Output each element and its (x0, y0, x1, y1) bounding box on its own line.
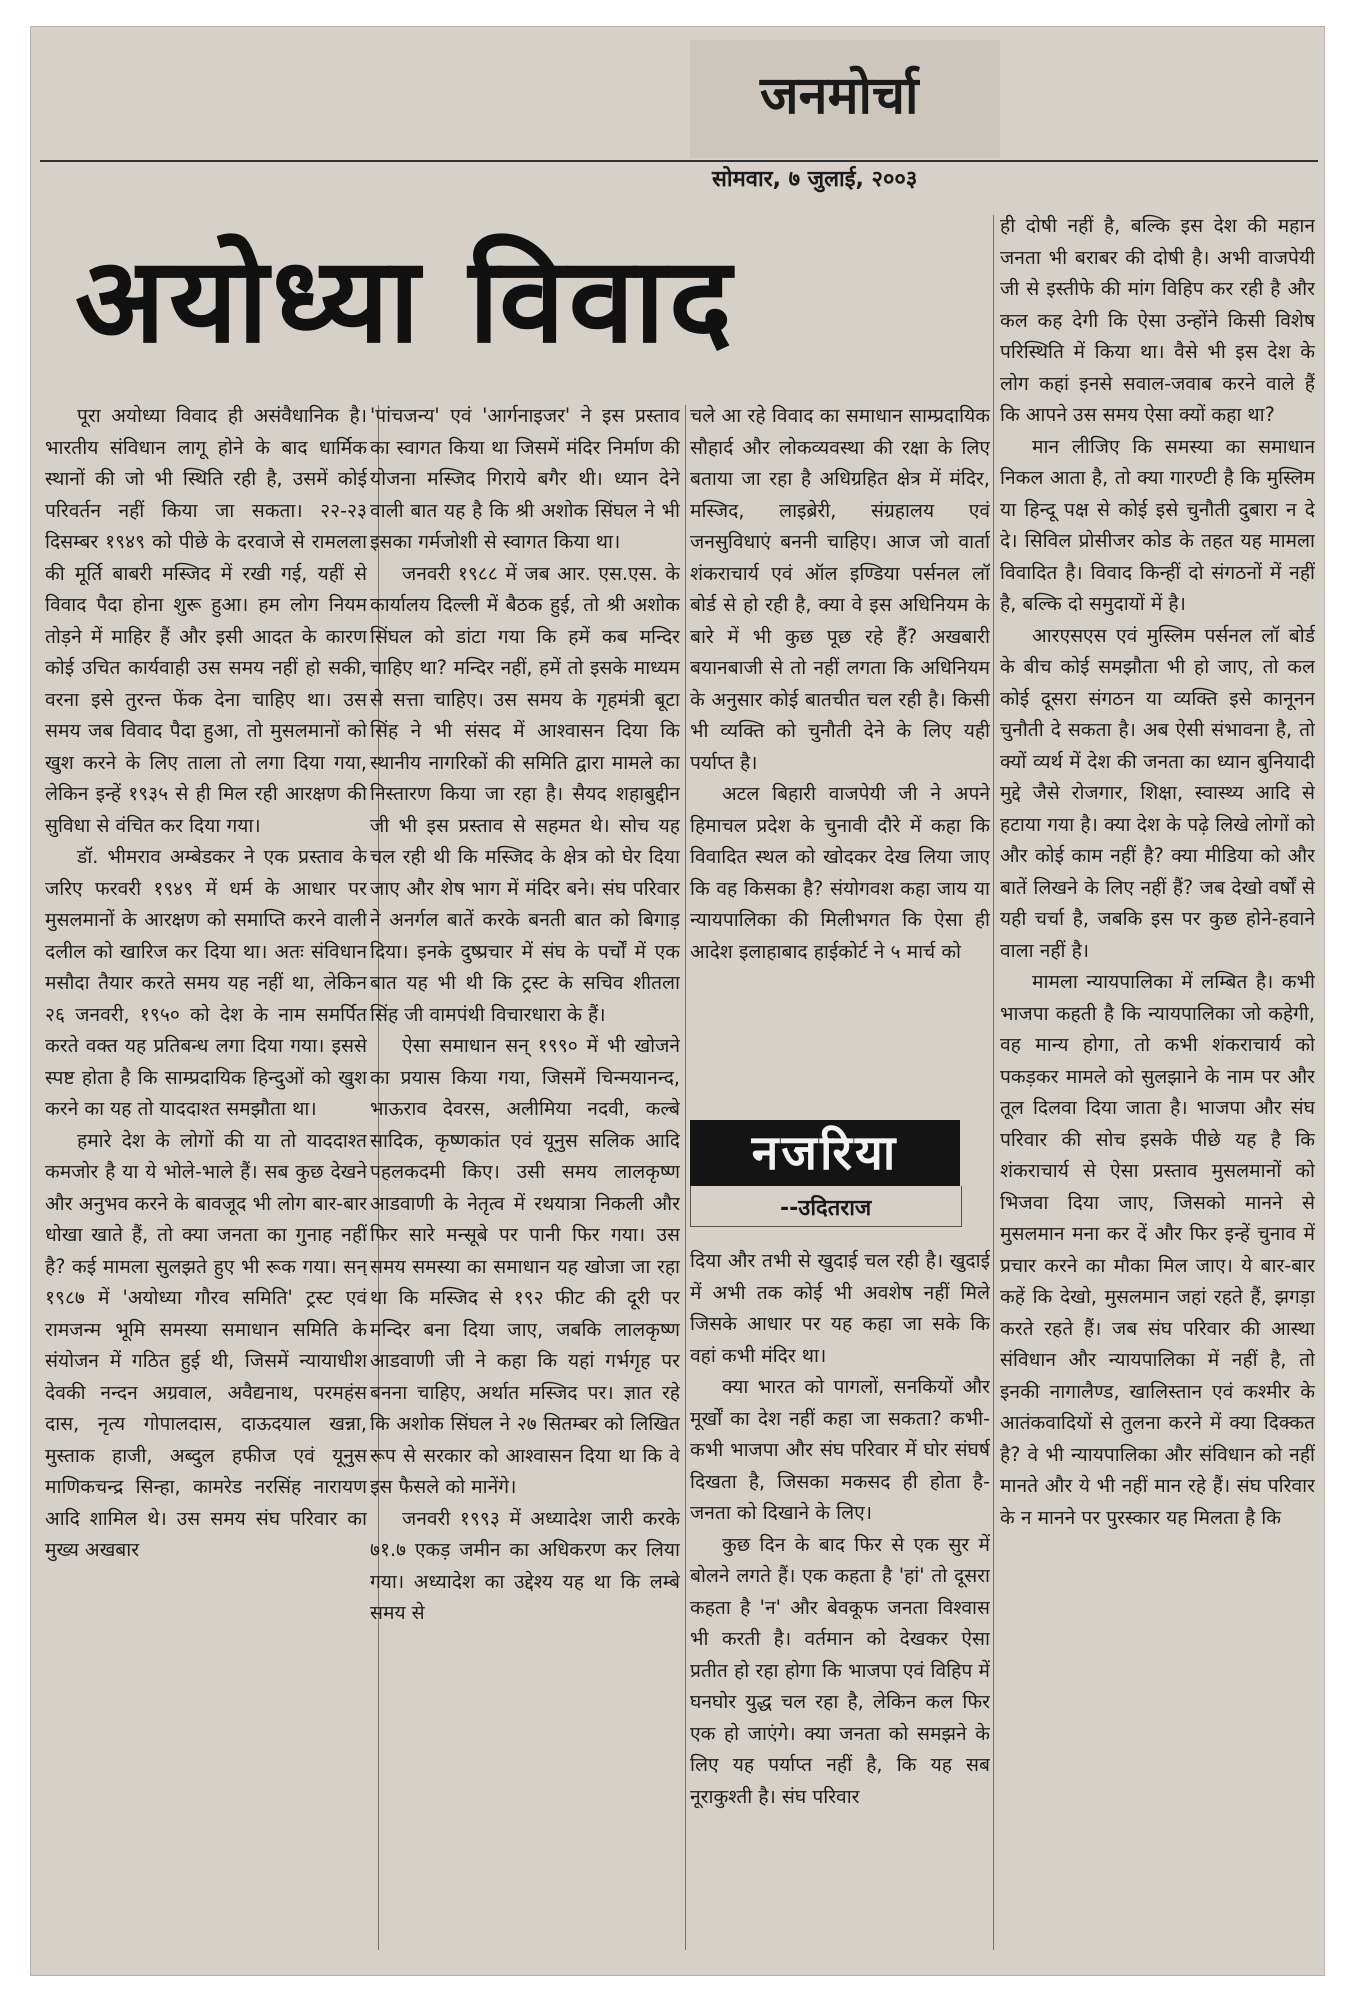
header-rule (40, 160, 1318, 162)
article-column-2 (370, 400, 680, 1945)
paragraph: हमारे देश के लोगों की या तो याददाश्त कमजोर है या ये भोले-भाले हैं। सब कुछ देखने और अनुभव करने के बावजूद भी लोग बार-बार धोखा खाते हैं, तो क्या जनता का गुनाह नहीं है? कई मामला सुलझते हुए भी रूक गया। सन् १९८७ में 'अयोध्या गौरव समिति' ट्रस्ट एवं रामजन्म भूमि समस्या समाधान समिति के संयोजन में गठित हुई थी, जिसमें न्यायाधीश देवकी नन्दन अग्रवाल, अवैद्यनाथ, परमहंस दास, नृत्य गोपालदास, दाऊदयाल खन्ना, मुस्ताक हाजी, अब्दुल हफीज एवं यूनुस माणिकचन्द्र सिन्हा, कामरेड नरसिंह नारायण आदि शामिल थे। उस समय संघ परिवार का मुख्य अखबार (45, 1128, 367, 1561)
paragraph: जनवरी १९९३ में अध्यादेश जारी करके ७१.७ एकड़ जमीन का अधिकरण कर लिया गया। अध्यादेश का उद्देश्य यह था कि लम्बे समय से (370, 1506, 680, 1624)
masthead (690, 40, 1000, 158)
paragraph: दिया और तभी से खुदाई चल रही है। खुदाई में अभी तक कोई भी अवशेष नहीं मिले जिसके आधार पर यह कहा जा सके कि वहां कभी मंदिर था। (690, 1249, 990, 1367)
paragraph: जनवरी १९८८ में जब आर. एस.एस. के कार्यालय दिल्ली में बैठक हुई, तो श्री अशोक सिंघल को डांटा गया कि हमें कब मन्दिर चाहिए था? मन्दिर नहीं, हमें तो इसके माध्यम से सत्ता चाहिए। उस समय के गृहमंत्री बूटा सिंह ने भी संसद में आश्वासन दिया कि स्थानीय नागरिकों की समिति द्वारा मामले का निस्तारण किया जा रहा है। सैयद शहाबुद्दीन जी भी इस प्रस्ताव से सहमत थे। सोच यह चल रही थी कि मस्जिद के क्षेत्र को घेर दिया जाए और शेष भाग में मंदिर बने। संघ परिवार ने अनर्गल बातें करके बनती बात को बिगाड़ दिया। इनके दुष्प्रचार में संघ के पर्चों में एक बात यह भी थी कि ट्रस्ट के सचिव शीतला सिंह जी वामपंथी विचारधारा के हैं। (370, 561, 680, 1026)
column-divider (685, 405, 686, 1950)
paragraph: 'पांचजन्य' एवं 'आर्गनाइजर' ने इस प्रस्ताव का स्वागत किया था जिसमें मंदिर निर्माण की योजना मस्जिद गिराये बगैर थी। ध्यान देने वाली बात यह है कि श्री अशोक सिंघल ने भी इसका गर्मजोशी से स्वागत किया था। (370, 404, 680, 553)
newspaper-name: जनमोर्चा (760, 66, 919, 126)
paragraph: मान लीजिए कि समस्या का समाधान निकल आता है, तो क्या गारण्टी है कि मुस्लिम या हिन्दू पक्ष से कोई इसे चुनौती दुबारा न दे दे। सिविल प्रोसीजर कोड के तहत यह मामला विवादित है। विवाद किन्हीं दो संगठनों में नहीं है, बल्कि दो समुदायों में है। (1000, 434, 1315, 615)
headline: अयोध्या विवाद (75, 230, 736, 369)
paragraph: आरएसएस एवं मुस्लिम पर्सनल लॉ बोर्ड के बीच कोई समझौता भी हो जाए, तो कल कोई दूसरा संगठन या व्यक्ति इसे कानूनन चुनौती दे सकता है। अब ऐसी संभावना है, तो क्यों व्यर्थ में देश की जनता का ध्यान बुनियादी मुद्दे जैसे रोजगार, शिक्षा, स्वास्थ्य आदि से हटाया गया है। क्या देश के पढ़े लिखे लोगों को और कोई काम नहीं है? क्या मीडिया को और बातें लिखने के लिए नहीं हैं? जब देखो वर्षों से यही चर्चा है, जबकि इस पर कुछ होने-हवाने वाला नहीं है। (1000, 623, 1315, 962)
article-column-3-bottom (690, 1245, 990, 1945)
paragraph: डॉ. भीमराव अम्बेडकर ने एक प्रस्ताव के जरिए फरवरी १९४९ में धर्म के आधार पर मुसलमानों के आरक्षण को समाप्ति करने वाली दलील को खारिज कर दिया था। अतः संविधान मसौदा तैयार करते समय यह नहीं था, लेकिन २६ जनवरी, १९५० को देश के नाम समर्पित करते वक्त यह प्रतिबन्ध लगा दिया गया। इससे स्पष्ट होता है कि साम्प्रदायिक हिन्दुओं को खुश करने का यह तो याददाश्त समझौता था। (45, 845, 367, 1120)
column-label: नजरिया (690, 1120, 960, 1186)
paragraph: अटल बिहारी वाजपेयी जी ने अपने हिमाचल प्रदेश के चुनावी दौरे में कहा कि विवादित स्थल को खोदकर देख लिया जाए कि वह किसका है? संयोगवश कहा जाय या न्यायपालिका की मिलीभगत कि ऐसा ही आदेश इलाहाबाद हाईकोर्ट ने ५ मार्च को (690, 782, 990, 963)
paragraph: ऐसा समाधान सन् १९९० में भी खोजने का प्रयास किया गया, जिसमें चिन्मयानन्द, भाऊराव देवरस, अलीमिया नदवी, कल्बे सादिक, कृष्णकांत एवं यूनुस सलिक आदि पहलकदमी किए। उसी समय लालकृष्ण आडवाणी के नेतृत्व में रथयात्रा निकली और फिर सारे मन्सूबे पर पानी फिर गया। उस समय समस्या का समाधान यह खोजा जा रहा था कि मस्जिद से १९२ फीट की दूरी पर मन्दिर बना दिया जाए, जबकि लालकृष्ण आडवाणी जी ने कहा कि यहां गर्भगृह पर बनना चाहिए, अर्थात मस्जिद पर। ज्ञात रहे कि अशोक सिंघल ने २७ सितम्बर को लिखित रूप से सरकार को आश्वासन दिया था कि वे इस फैसले को मानेंगे। (370, 1034, 680, 1498)
paragraph: क्या भारत को पागलों, सनकियों और मूर्खों का देश नहीं कहा जा सकता? कभी-कभी भाजपा और संघ परिवार में घोर संघर्ष दिखता है, जिसका मकसद ही होता है- जनता को दिखाने के लिए। (690, 1375, 990, 1524)
column-divider (993, 215, 994, 1950)
paragraph: चले आ रहे विवाद का समाधान साम्प्रदायिक सौहार्द और लोकव्यवस्था की रक्षा के लिए बताया जा रहा है अधिग्रहित क्षेत्र में मंदिर, मस्जिद, लाइब्रेरी, संग्रहालय एवं जनसुविधाएं बननी चाहिए। आज जो वार्ता शंकराचार्य एवं ऑल इण्डिया पर्सनल लॉ बोर्ड से हो रही है, क्या वे इस अधिनियम के बारे में भी कुछ पूछ रहे हैं? अखबारी बयानबाजी से तो नहीं लगता कि अधिनियम के अनुसार कोई बातचीत चल रही है। किसी भी व्यक्ति को चुनौती देने के लिए यही पर्याप्त है। (690, 404, 990, 774)
paragraph: ही दोषी नहीं है, बल्कि इस देश की महान जनता भी बराबर की दोषी है। अभी वाजपेयी जी से इस्तीफे की मांग विहिप कर रही है और कल कह देगी कि ऐसा उन्होंने किसी विशेष परिस्थिति में किया था। वैसे भी इस देश के लोग कहां इनसे सवाल-जवाब करने वाले हैं कि आपने उस समय ऐसा क्यों कहा था? (1000, 214, 1315, 426)
byline: --उदितराज (780, 1196, 872, 1221)
article-column-4 (1000, 210, 1315, 1945)
paragraph: पूरा अयोध्या विवाद ही असंवैधानिक है। भारतीय संविधान लागू होने के बाद धार्मिक स्थानों की जो भी स्थिति रही है, उसमें कोई परिवर्तन नहीं किया जा सकता। २२-२३ दिसम्बर १९४९ को पीछे के दरवाजे से रामलला की मूर्ति बाबरी मस्जिद में रखी गई, यहीं से विवाद पैदा होना शुरू हुआ। हम लोग नियम तोड़ने में माहिर हैं और इसी आदत के कारण कोई उचित कार्यवाही उस समय नहीं हो सकी, वरना इसे तुरन्त फेंक देना चाहिए था। उस समय जब विवाद पैदा हुआ, तो मुसलमानों को खुश करने के लिए ताला तो लगा दिया गया, लेकिन इन्हें १९३५ से ही मिल रही आरक्षण की सुविधा से वंचित कर दिया गया। (45, 404, 367, 837)
dateline: सोमवार, ७ जुलाई, २००३ (712, 167, 918, 192)
article-column-1 (45, 400, 367, 1945)
article-column-3-top (690, 400, 990, 1100)
paragraph: कुछ दिन के बाद फिर से एक सुर में बोलने लगते हैं। एक कहता है 'हां' तो दूसरा कहता है 'न' और बेवकूफ जनता विश्वास भी करती है। वर्तमान को देखकर ऐसा प्रतीत हो रहा होगा कि भाजपा एवं विहिप में घनघोर युद्ध चल रहा है, लेकिन कल फिर एक हो जाएंगे। क्या जनता को समझने के लिए यह पर्याप्त नहीं है, कि यह सब नूराकुश्ती है। संघ परिवार (690, 1532, 990, 1808)
paragraph: मामला न्यायपालिका में लम्बित है। कभी भाजपा कहती है कि न्यायपालिका जो कहेगी, वह मान्य होगा, तो कभी शंकराचार्य को पकड़कर मामले को सुलझाने के नाम पर और तूल दिलवा दिया जाता है। भाजपा और संघ परिवार की सोच इसके पीछे यह है कि शंकराचार्य से ऐसा प्रस्ताव मुसलमानों को भिजवा दिया जाए, जिसको मानने से मुसलमान मना कर दें और फिर इन्हें चुनाव में प्रचार करने का मौका मिल जाए। ये बार-बार कहें कि देखो, मुसलमान जहां रहते हैं, झगड़ा करते रहते हैं। जब संघ परिवार की आस्था संविधान और न्यायपालिका में नहीं है, तो इनकी नागालैण्ड, खालिस्तान एवं कश्मीर के आतंकवादियों से तुलना करने में क्या दिक्कत है? वे भी न्यायपालिका और संविधान को नहीं मानते और ये भी नहीं मान रहे हैं। संघ परिवार के न मानने पर पुरस्कार यह मिलता है कि (1000, 970, 1315, 1529)
